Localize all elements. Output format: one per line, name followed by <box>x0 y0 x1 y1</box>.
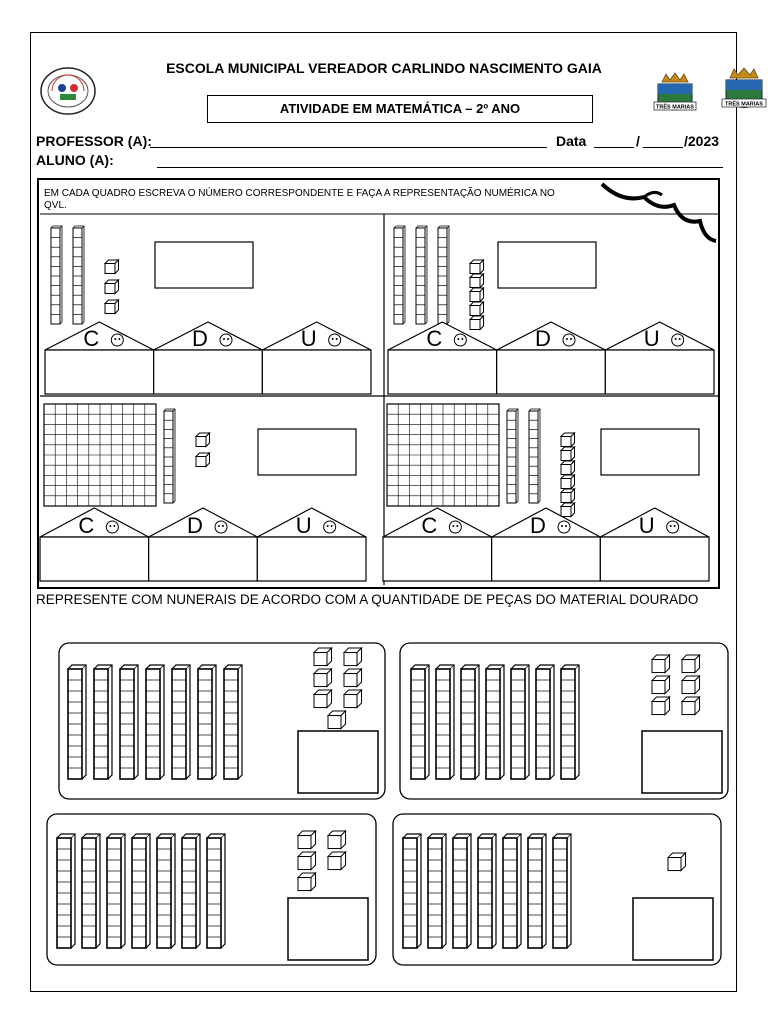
place-value-label: D <box>530 513 546 538</box>
unit-cube <box>298 831 316 849</box>
unit-cube <box>298 873 316 891</box>
place-value-label: C <box>426 326 443 351</box>
date-separator: / <box>636 133 640 149</box>
place-value-label: U <box>300 326 317 351</box>
place-value-label: C <box>421 513 438 538</box>
unit-cube <box>682 655 700 673</box>
place-value-label: D <box>535 326 551 351</box>
unit-cube <box>682 697 700 715</box>
answer-box <box>298 731 378 793</box>
date-year: /2023 <box>684 133 720 149</box>
answer-box <box>288 898 368 960</box>
unit-cube <box>328 711 346 729</box>
place-value-label: D <box>187 513 203 538</box>
unit-cube <box>344 648 362 666</box>
place-value-label: U <box>295 513 312 538</box>
place-value-label: U <box>638 513 655 538</box>
unit-cube <box>652 676 670 694</box>
unit-cube <box>298 852 316 870</box>
professor-label: PROFESSOR (A): <box>36 133 152 149</box>
section2-instruction: REPRESENTE COM NUNERAIS DE ACORDO COM A QUANTIDADE DE PEÇAS DO MATERIAL DOURADO <box>36 592 699 607</box>
unit-cube <box>344 669 362 687</box>
school-name: ESCOLA MUNICIPAL VEREADOR CARLINDO NASCIMENTO GAIA <box>166 60 602 76</box>
answer-box <box>642 731 722 793</box>
unit-cube <box>314 669 332 687</box>
unit-cube <box>652 655 670 673</box>
place-value-label: D <box>192 326 208 351</box>
section1-instruction: EM CADA QUADRO ESCREVA O NÚMERO CORRESPONDENTE E FAÇA A REPRESENTAÇÃO NUMÉRICA NO QVL. <box>44 188 555 211</box>
place-value-label: C <box>78 513 95 538</box>
date-label: Data <box>556 133 587 149</box>
unit-cube <box>668 853 686 871</box>
unit-cube <box>344 690 362 708</box>
answer-box <box>633 898 713 960</box>
crest-label: TRÊS MARIAS <box>725 101 763 108</box>
activity-title: ATIVIDADE EM MATEMÁTICA – 2º ANO <box>207 95 593 123</box>
crest-label: TRÊS MARIAS <box>656 104 694 111</box>
unit-cube <box>328 831 346 849</box>
student-label: ALUNO (A): <box>36 152 114 168</box>
unit-cube <box>652 697 670 715</box>
place-value-label: C <box>83 326 100 351</box>
place-value-label: U <box>643 326 660 351</box>
unit-cube <box>328 852 346 870</box>
unit-cube <box>314 648 332 666</box>
unit-cube <box>682 676 700 694</box>
unit-cube <box>314 690 332 708</box>
